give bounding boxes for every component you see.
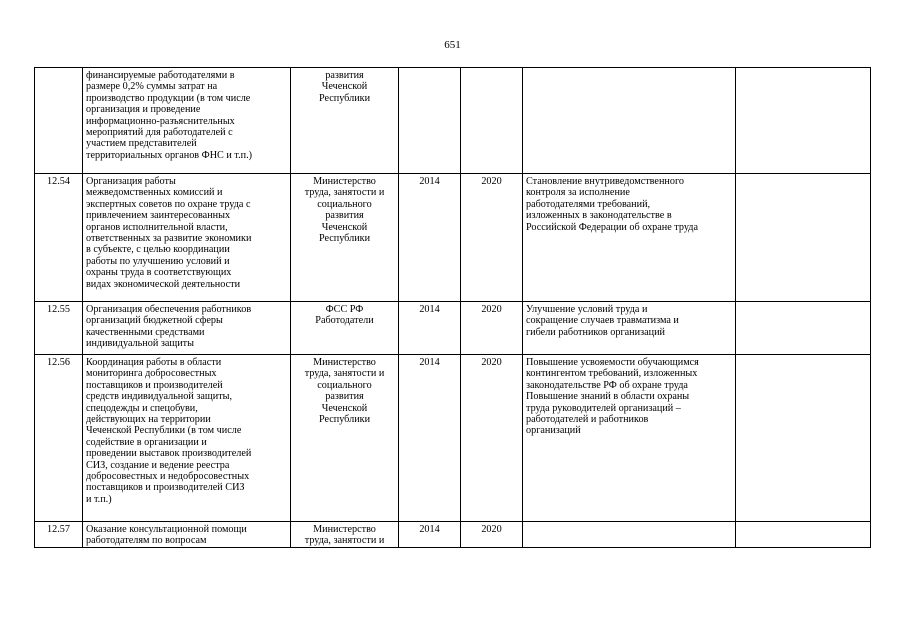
text-line: экспертных советов по охране труда с [86,198,251,210]
text-line: мониторинга добросовестных [86,368,217,380]
start-year: 2014 [399,355,461,522]
text-line: спецодежды и спецобуви, [86,402,198,414]
text-line: Улучшение условий труда и [526,304,648,315]
text-line: Чеченской [321,81,368,93]
text-line: труда, занятости и [304,368,385,380]
text-line: Чеченской Республики (в том числе [86,425,242,437]
text-line: Чеченской [321,402,368,414]
text-line: Работодатели [315,315,374,327]
text-line: сокращение случаев травматизма и [526,315,679,327]
text-line: СИЗ, создание и ведение реестра [86,459,230,471]
executor [291,522,399,548]
page-number: 651 [444,39,461,51]
text-line: Республики [318,414,371,426]
note-cell [736,522,871,548]
row-number: 12.56 [35,355,83,522]
executor [291,302,399,355]
text-line: и т.п.) [86,493,112,505]
text-line: мероприятий для работодателей с [86,127,233,139]
text-line: развития [325,391,364,403]
text-line: привлечением заинтересованных [86,210,231,222]
text-line: Чеченской [321,221,368,233]
table-row [35,302,871,355]
text-line: контингентом требований, изложенных [526,368,698,380]
text-line: поставщиков и производителей [86,379,223,391]
table-row [35,355,871,522]
end-year [461,68,523,174]
table-row [35,522,871,548]
executor [291,355,399,522]
text-line: финансируемые работодателями в [86,70,235,81]
measure-name [83,302,291,355]
text-line: содействие в организации и [86,436,207,448]
text-line: работодателей и работников [526,414,649,426]
text-line: социального [317,198,372,210]
measure-name [83,522,291,548]
row-number [35,68,83,174]
text-line: органов исполнительной власти, [86,221,228,233]
text-line: действующих на территории [86,414,211,426]
text-line: Организация работы [86,176,176,187]
text-line: Российской Федерации об охране труда [526,221,698,233]
text-line: в субъекте, с целью координации [86,244,230,256]
start-year: 2014 [399,522,461,548]
text-line: межведомственных комиссий и [86,187,223,199]
text-line: поставщиков и производителей СИЗ [86,482,245,494]
measure-name [83,355,291,522]
row-number: 12.57 [35,522,83,548]
text-line: производство продукции (в том числе [86,92,251,104]
text-line: охраны труда в соответствующих [86,267,232,279]
executor [291,68,399,174]
text-line: видах экономической деятельности [86,278,241,290]
text-line: участием представителей [86,138,197,150]
text-line: изложенных в законодательстве в [526,210,672,222]
text-line: качественными средствами [86,326,205,338]
measures-table [34,67,871,548]
end-year: 2020 [461,355,523,522]
text-line: размере 0,2% суммы затрат на [86,81,218,93]
text-line: Республики [318,92,371,104]
expected-result [523,302,736,355]
text-line: Становление внутриведомственного [526,176,684,187]
text-line: работодателям по вопросам [86,535,207,547]
text-line: организация и проведение [86,104,201,116]
note-cell [736,355,871,522]
end-year: 2020 [461,522,523,548]
text-line: социального [317,379,372,391]
expected-result [523,174,736,302]
row-number: 12.55 [35,302,83,355]
end-year: 2020 [461,302,523,355]
text-line: работодателями требований, [526,198,651,210]
text-line: развития [325,210,364,222]
row-number: 12.54 [35,174,83,302]
start-year: 2014 [399,302,461,355]
text-line: информационно-разъяснительных [86,115,235,127]
text-line: Министерство [313,524,376,535]
expected-result [523,68,736,174]
text-line: Повышение усвояемости обучающимся [526,357,699,368]
text-line: организаций бюджетной сферы [86,315,223,327]
expected-result [523,522,736,548]
table-row [35,68,871,174]
end-year: 2020 [461,174,523,302]
start-year [399,68,461,174]
text-line: законодательстве РФ об охране труда [526,379,688,391]
start-year: 2014 [399,174,461,302]
text-line: проведении выставок производителей [86,448,252,460]
text-line: труда, занятости и [304,187,385,199]
text-line: Министерство [313,357,376,368]
text-line: контроля за исполнение [526,187,630,199]
table-row [35,174,871,302]
measure-name [83,68,291,174]
text-line: развития [325,70,364,81]
text-line: гибели работников организаций [526,326,665,338]
text-line: Министерство [313,176,376,187]
text-line: индивидуальной защиты [86,338,194,350]
executor [291,174,399,302]
text-line: труда, занятости и [304,535,385,547]
text-line: Повышение знаний в области охраны [526,391,690,403]
text-line: территориальных органов ФНС и т.п.) [86,149,253,161]
text-line: средств индивидуальной защиты, [86,391,233,403]
note-cell [736,68,871,174]
text-line: Оказание консультационной помощи [86,524,247,535]
expected-result [523,355,736,522]
note-cell [736,302,871,355]
measure-name [83,174,291,302]
text-line: Координация работы в области [86,357,222,368]
text-line: организаций [526,425,581,437]
text-line: ответственных за развитие экономики [86,233,252,245]
note-cell [736,174,871,302]
text-line: Организация обеспечения работников [86,304,252,315]
text-line: труда руководителей организаций – [526,402,681,414]
text-line: добросовестных и недобросовестных [86,471,250,483]
text-line: Республики [318,233,371,245]
text-line: ФСС РФ [325,304,364,315]
text-line: работы по улучшению условий и [86,255,230,267]
